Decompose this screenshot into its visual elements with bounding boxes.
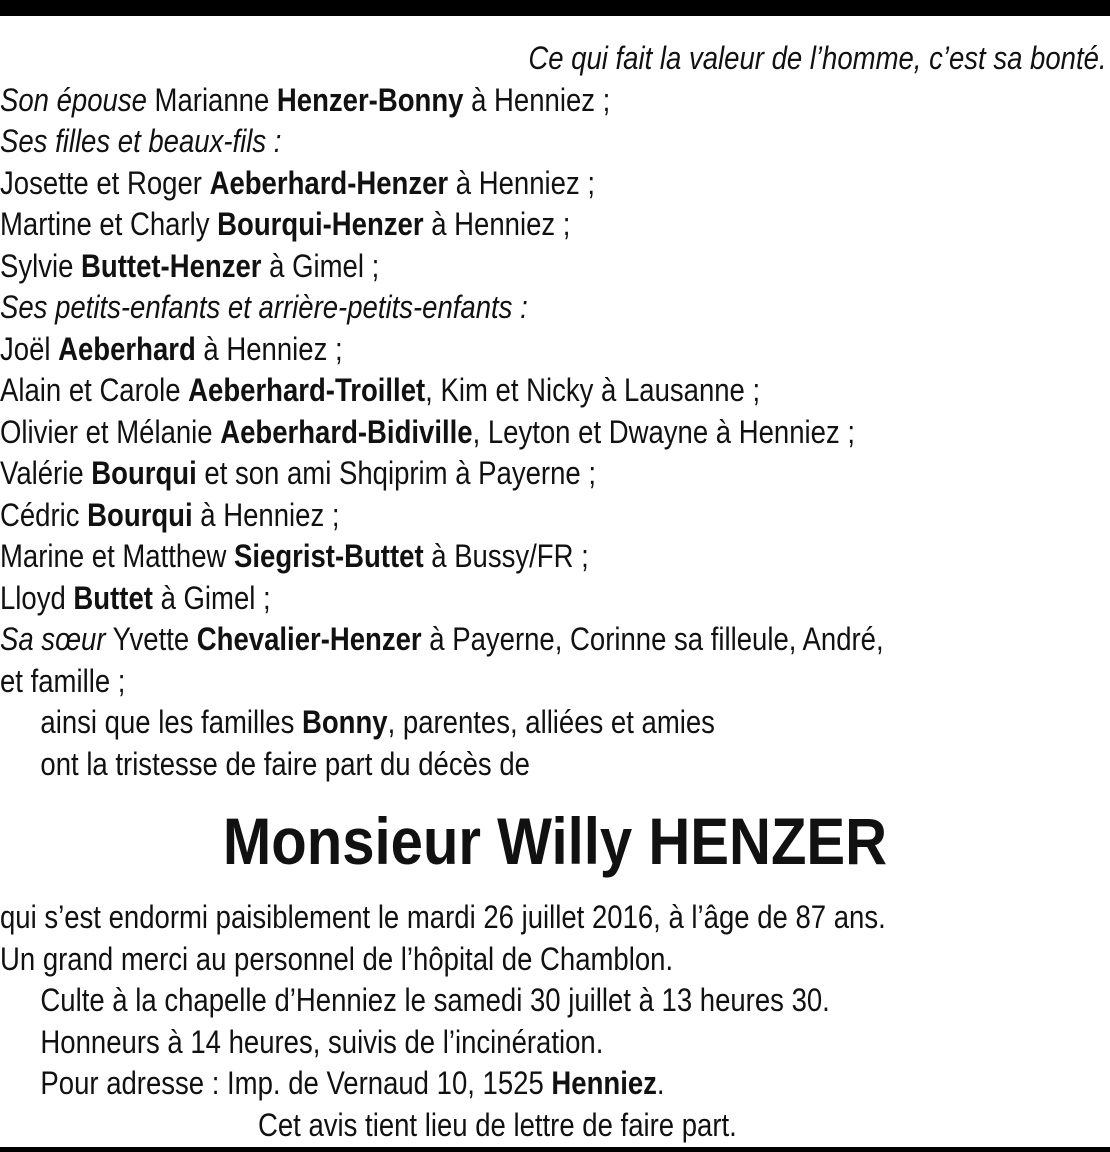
- line-text: Marine et Matthew: [0, 538, 235, 574]
- family-line: [0, 578, 955, 620]
- line-text: Cédric: [0, 496, 88, 533]
- line-text: Alain et Carole: [0, 372, 189, 408]
- surname: Henzer-Bonny: [276, 81, 464, 118]
- family-line: [0, 246, 955, 288]
- line-text: , Leyton et Dwayne à Henniez ;: [472, 413, 856, 450]
- family-line: [0, 536, 955, 578]
- address-line: [0, 1063, 955, 1105]
- family-line: [0, 661, 955, 703]
- surname: Bourqui-Henzer: [217, 206, 424, 242]
- line-text: à Henniez ;: [463, 81, 611, 118]
- announce-line-1: [0, 702, 955, 744]
- line-text: Sylvie: [0, 247, 82, 284]
- detail-line-service: Culte à la chapelle d’Henniez le samedi 30 juillet à 13 heures 30.: [40, 982, 830, 1018]
- line-text: à Henniez ;: [423, 206, 571, 242]
- address-town: Henniez: [551, 1065, 657, 1101]
- closing-line: Cet avis tient lieu de lettre de faire part.: [258, 1106, 737, 1143]
- family-line: [0, 80, 955, 122]
- surname: Aeberhard-Troillet: [188, 372, 426, 408]
- family-line: [0, 619, 955, 661]
- surname: Bourqui: [91, 455, 197, 491]
- surname: Siegrist-Buttet: [234, 538, 424, 574]
- line-text: à Henniez ;: [448, 164, 595, 201]
- announce-text: , parentes, alliées et amies: [387, 704, 715, 740]
- address-text: .: [656, 1065, 665, 1101]
- surname: Bourqui: [87, 496, 193, 533]
- family-list: [0, 80, 1110, 703]
- family-line: [0, 329, 955, 371]
- surname: Aeberhard: [58, 330, 196, 367]
- address-text: Pour adresse : Imp. de Vernaud 10, 1525: [40, 1065, 552, 1101]
- surname: Aeberhard-Bidiville: [220, 413, 473, 450]
- top-rule: [0, 0, 1110, 16]
- announce-text: ainsi que les familles: [40, 704, 302, 740]
- line-text: , Kim et Nicky à Lausanne ;: [425, 372, 761, 408]
- family-line: [0, 495, 955, 537]
- line-text: et son ami Shqiprim à Payerne ;: [196, 455, 596, 491]
- line-text: Lloyd: [0, 579, 74, 616]
- relation-label: Ses filles et beaux-fils :: [0, 123, 282, 159]
- detail-line-honours: Honneurs à 14 heures, suivis de l’incinération.: [40, 1023, 604, 1060]
- surname: Aeberhard-Henzer: [209, 164, 449, 201]
- death-notice: [0, 38, 1110, 1146]
- family-line: [0, 370, 955, 412]
- epigraph-quote: Ce qui fait la valeur de l’homme, c’est sa bonté.: [528, 40, 1107, 76]
- line-text: Marianne: [146, 81, 277, 118]
- line-text: Yvette: [105, 621, 197, 657]
- line-text: Josette et Roger: [0, 164, 210, 201]
- surname: Chevalier-Henzer: [196, 621, 422, 657]
- relation-label: Ses petits-enfants et arrière-petits-enfants :: [0, 289, 528, 325]
- family-line: [0, 204, 955, 246]
- line-text: Olivier et Mélanie: [0, 413, 221, 450]
- family-name-bold: Bonny: [301, 704, 388, 740]
- surname: Buttet: [73, 579, 153, 616]
- family-line: [0, 412, 955, 454]
- family-line: [0, 121, 955, 163]
- bottom-rule: [0, 1147, 1110, 1152]
- line-text: à Payerne, Corinne sa filleule, André,: [421, 621, 884, 657]
- line-text: Martine et Charly: [0, 206, 218, 242]
- detail-line-thanks: Un grand merci au personnel de l’hôpital de Chamblon.: [0, 940, 674, 977]
- family-line: [0, 453, 955, 495]
- detail-line-death: qui s’est endormi paisiblement le mardi 26 juillet 2016, à l’âge de 87 ans.: [0, 899, 886, 935]
- deceased-name: Monsieur Willy HENZER: [222, 804, 888, 878]
- line-text: à Henniez ;: [192, 496, 340, 533]
- relation-label: Sa sœur: [0, 621, 106, 657]
- family-line: [0, 163, 955, 205]
- family-line: [0, 287, 955, 329]
- line-text: et famille ;: [0, 662, 126, 699]
- line-text: Valérie: [0, 455, 92, 491]
- line-text: Joël: [0, 330, 59, 367]
- announce-line-2: ont la tristesse de faire part du décès de: [40, 745, 530, 782]
- relation-label: Son épouse: [0, 81, 147, 118]
- line-text: à Henniez ;: [195, 330, 343, 367]
- line-text: à Bussy/FR ;: [423, 538, 589, 574]
- line-text: à Gimel ;: [152, 579, 271, 616]
- line-text: à Gimel ;: [261, 247, 380, 284]
- surname: Buttet-Henzer: [81, 247, 262, 284]
